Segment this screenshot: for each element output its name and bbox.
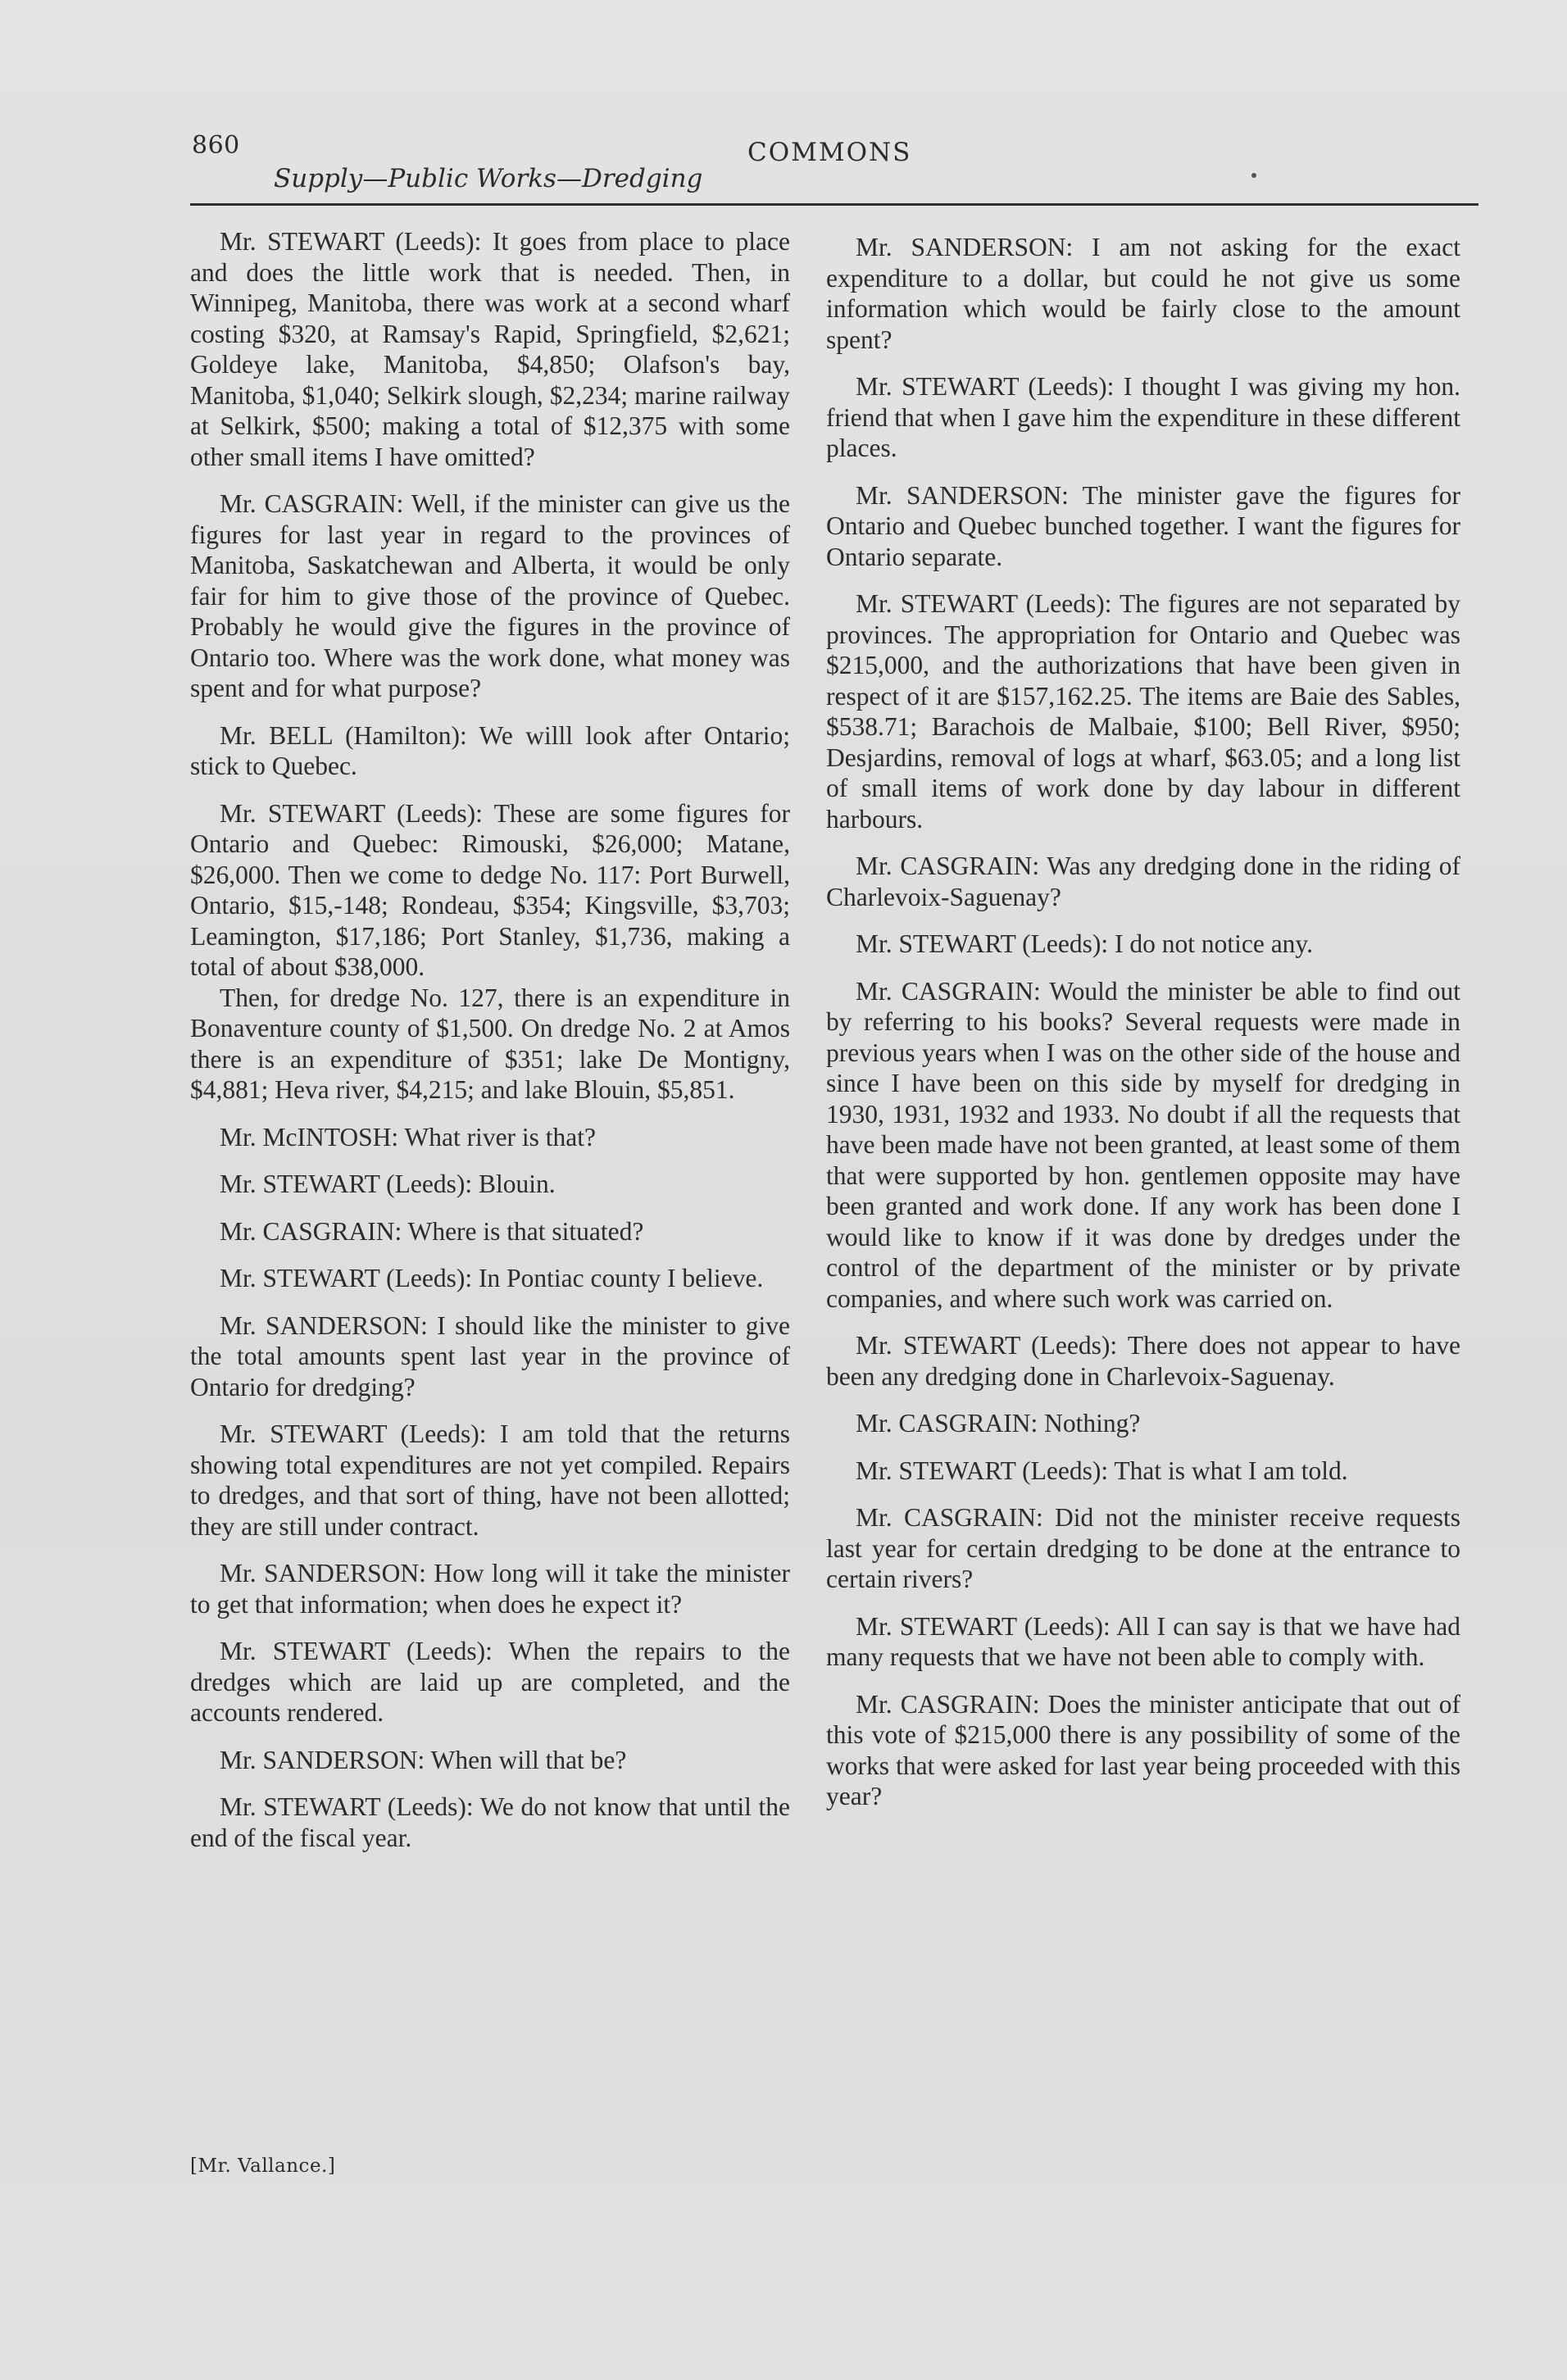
right-paragraph: Mr. STEWART (Leeds): All I can say is that we have had many requests that we have not been able to comply with.	[826, 1611, 1460, 1671]
left-paragraph: Then, for dredge No. 127, there is an expenditure in Bonaventure county of $1,500. On dredge No. 2 at Amos there is an expenditure of $351; lake De Montigny, $4,881; Heva river, $4,215; and lake Blouin, $5,851.	[190, 983, 790, 1104]
right-paragraph: Mr. CASGRAIN: Nothing?	[856, 1409, 1141, 1438]
right-paragraph: Mr. CASGRAIN: Was any dredging done in the riding of Charlevoix-Saguenay?	[826, 852, 1460, 911]
left-paragraph: Mr. STEWART (Leeds): We do not know that until the end of the fiscal year.	[190, 1792, 790, 1852]
right-paragraph: Mr. SANDERSON: I am not asking for the exact expenditure to a dollar, but could he not give us some information which would be fairly close to the amount spent?	[826, 233, 1460, 354]
right-paragraph: Mr. STEWART (Leeds): That is what I am told.	[856, 1456, 1348, 1485]
right-paragraph: Mr. STEWART (Leeds): I thought I was giving my hon. friend that when I gave him the expenditure in these different places.	[826, 372, 1460, 462]
left-paragraph: Mr. CASGRAIN: Where is that situated?	[220, 1216, 644, 1246]
left-paragraph: Mr. McINTOSH: What river is that?	[220, 1122, 597, 1151]
right-paragraph: Mr. CASGRAIN: Does the minister anticipate that out of this vote of $215,000 there is any possibility of some of the works that were asked for last year being proceeded with this year?	[826, 1689, 1460, 1810]
left-paragraph: Mr. SANDERSON: When will that be?	[220, 1745, 627, 1774]
right-paragraph: Mr. SANDERSON: The minister gave the figures for Ontario and Quebec bunched together. I want the figures for Ontario separate.	[826, 480, 1460, 571]
left-paragraph: Mr. BELL (Hamilton): We willl look after Ontario; stick to Quebec.	[190, 720, 790, 780]
left-paragraph: Mr. SANDERSON: I should like the minister to give the total amounts spent last year in the province of Ontario for dredging?	[190, 1310, 790, 1401]
left-paragraph: Mr. STEWART (Leeds): I am told that the returns showing total expenditures are not yet compiled. Repairs to dredges, and that sort of thing, have not been allotted; they are still under contract.	[190, 1419, 790, 1541]
speaker-footnote: [Mr. Vallance.]	[190, 2155, 336, 2177]
running-head: COMMONS	[747, 138, 912, 167]
right-paragraph: Mr. CASGRAIN: Would the minister be able to find out by referring to his books? Several requests were made in previous years when I was on the other side of the house and since I have been on this side by myself for dredging in 1930, 1931, 1932 and 1933. No doubt if all the requests that have been made have not been granted, at least some of them that were supported by hon. gentlemen opposite may have been granted and work done. If any work has been done I would like to know if it was done by dredges under the control of the department of the minister or by private companies, and where such work was carried on.	[826, 976, 1460, 1313]
left-paragraph: Mr. SANDERSON: How long will it take the minister to get that information; when does he expect it?	[190, 1559, 790, 1619]
right-paragraph: Mr. STEWART (Leeds): I do not notice any.	[856, 929, 1314, 958]
section-title: Supply—Public Works—Dredging	[274, 164, 703, 193]
print-speck	[1251, 173, 1256, 178]
left-paragraph: Mr. STEWART (Leeds): These are some figures for Ontario and Quebec: Rimouski, $26,000; Matane, $26,000. Then we come to dedge No. 117: Port Burwell, Ontario, $15,-148; Rondeau, $354; Kingsville, $3,703; Leamington, $17,186; Port Stanley, $1,736, making a total of about $38,000.	[190, 798, 790, 981]
left-paragraph: Mr. CASGRAIN: Well, if the minister can give us the figures for last year in regard to the provinces of Manitoba, Saskatchewan and Alberta, it would be only fair for him to give those of the province of Quebec. Probably he would give the figures in the province of Ontario too. Where was the work done, what money was spent and for what purpose?	[190, 489, 790, 702]
left-paragraph: Mr. STEWART (Leeds): It goes from place to place and does the little work that is needed. Then, in Winnipeg, Manitoba, there was work at a second wharf costing $320, at Ramsay's Rapid, Springfield, $2,621; Goldeye lake, Manitoba, $4,850; Olafson's bay, Manitoba, $1,040; Selkirk slough, $2,234; marine railway at Selkirk, $500; making a total of $12,375 with some other small items I have omitted?	[190, 227, 790, 471]
left-column	[190, 226, 790, 1869]
left-paragraph: Mr. STEWART (Leeds): Blouin.	[220, 1170, 556, 1198]
header-rule	[190, 203, 1478, 206]
page-number: 860	[192, 131, 240, 160]
right-column	[826, 232, 1460, 1828]
right-paragraph: Mr. STEWART (Leeds): There does not appear to have been any dredging done in Charlevoix-Saguenay.	[826, 1331, 1460, 1391]
right-paragraph: Mr. STEWART (Leeds): The figures are not separated by provinces. The appropriation for Ontario and Quebec was $215,000, and the authorizations that have been given in respect of it are $157,162.25. The items are Baie des Sables, $538.71; Barachois de Malbaie, $100; Bell River, $950; Desjardins, removal of logs at wharf, $63.05; and a long list of small items of work done by day labour in different harbours.	[826, 589, 1460, 833]
right-paragraph: Mr. CASGRAIN: Did not the minister receive requests last year for certain dredging to be done at the entrance to certain rivers?	[826, 1503, 1460, 1593]
left-paragraph: Mr. STEWART (Leeds): In Pontiac county I believe.	[220, 1264, 764, 1292]
left-paragraph: Mr. STEWART (Leeds): When the repairs to the dredges which are laid up are completed, and the accounts rendered.	[190, 1637, 790, 1727]
